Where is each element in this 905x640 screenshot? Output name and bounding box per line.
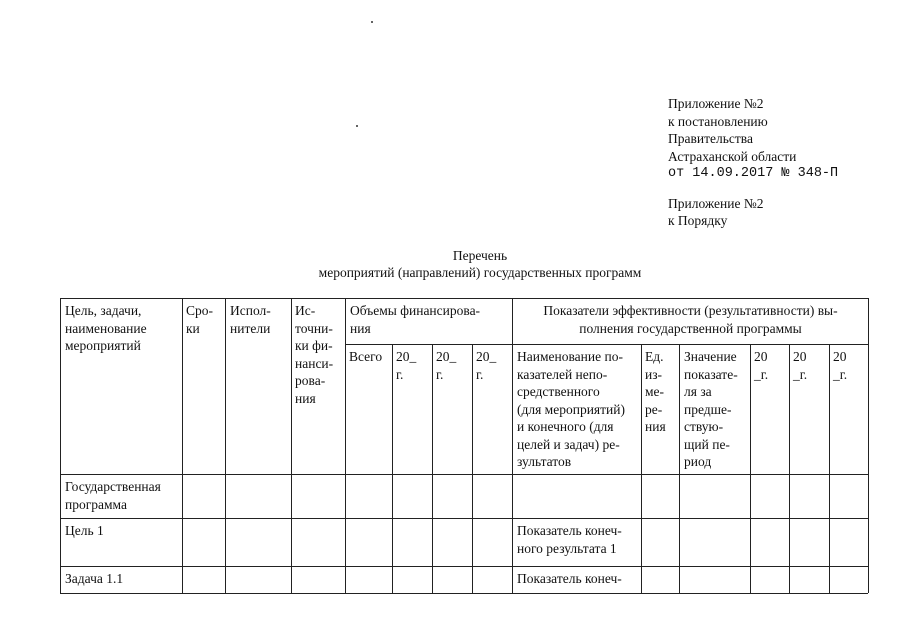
table-cell bbox=[473, 519, 513, 567]
annex-decree-line: от 14.09.2017 № 348-П bbox=[668, 166, 839, 181]
header-terms: Сро- ки bbox=[183, 299, 226, 475]
table-cell bbox=[346, 567, 393, 593]
table-row bbox=[61, 475, 869, 519]
table-cell bbox=[393, 475, 433, 519]
table-cell bbox=[292, 475, 346, 519]
header-prev-value: Значение показате- ля за предше- ствую- щий пе- риод bbox=[680, 345, 751, 475]
table-cell bbox=[226, 475, 292, 519]
document-title bbox=[0, 247, 905, 281]
annex-line-3: Правительства bbox=[668, 131, 753, 146]
header-executors: Испол- нители bbox=[226, 299, 292, 475]
header-year-3: 20_ г. bbox=[473, 345, 513, 475]
table-cell bbox=[183, 567, 226, 593]
table-cell bbox=[830, 475, 869, 519]
table-cell bbox=[183, 475, 226, 519]
title-line-1: Перечень bbox=[452, 248, 508, 263]
row-label-program: Государственная программа bbox=[61, 475, 183, 519]
table-cell bbox=[513, 475, 642, 519]
goal-1-indicator: Показатель конеч- ного результата 1 bbox=[513, 519, 642, 567]
header-year-4: 20 _г. bbox=[751, 345, 790, 475]
scan-speck bbox=[356, 125, 358, 127]
table-cell bbox=[346, 475, 393, 519]
annex-procedure-line-2: к Порядку bbox=[668, 213, 728, 228]
table-cell bbox=[433, 475, 473, 519]
table-cell bbox=[790, 519, 830, 567]
header-year-2: 20_ г. bbox=[433, 345, 473, 475]
table-row bbox=[61, 519, 869, 567]
annex-gap bbox=[668, 183, 838, 195]
header-indicator-name: Наименование по- казателей непо- средственного (для мероприятий) и конечного (для целей и задач) ре- зультатов bbox=[513, 345, 642, 475]
table-cell bbox=[473, 475, 513, 519]
table-cell bbox=[642, 567, 680, 593]
annex-line-1: Приложение №2 bbox=[668, 96, 764, 111]
title-line-2: мероприятий (направлений) государственных программ bbox=[318, 265, 642, 280]
header-year-6: 20 _г. bbox=[830, 345, 869, 475]
table-cell bbox=[751, 567, 790, 593]
table-cell bbox=[433, 519, 473, 567]
table-cell bbox=[393, 519, 433, 567]
table-cell bbox=[680, 475, 751, 519]
table-cell bbox=[642, 519, 680, 567]
measures-table bbox=[60, 298, 869, 593]
header-year-1: 20_ г. bbox=[393, 345, 433, 475]
annex-procedure-line-1: Приложение №2 bbox=[668, 195, 764, 211]
annex-line-2: к постановлению bbox=[668, 113, 768, 129]
header-year-5: 20 _г. bbox=[790, 345, 830, 475]
task-1-1-indicator: Показатель конеч- bbox=[513, 567, 642, 593]
table-row bbox=[61, 567, 869, 593]
table-cell bbox=[226, 519, 292, 567]
annex-block bbox=[668, 95, 838, 230]
table-cell bbox=[680, 567, 751, 593]
header-total: Всего bbox=[346, 345, 393, 475]
row-label-goal-1: Цель 1 bbox=[61, 519, 183, 567]
table-cell bbox=[346, 519, 393, 567]
header-funding: Объемы финансирова- ния bbox=[346, 299, 513, 345]
table-cell bbox=[790, 475, 830, 519]
table-cell bbox=[830, 567, 869, 593]
table-cell bbox=[680, 519, 751, 567]
table-cell bbox=[292, 567, 346, 593]
row-label-task-1-1: Задача 1.1 bbox=[61, 567, 183, 593]
scan-speck bbox=[371, 21, 373, 23]
table-cell bbox=[473, 567, 513, 593]
header-sources: Ис- точни- ки фи- нанси- рова- ния bbox=[292, 299, 346, 475]
table-cell bbox=[790, 567, 830, 593]
page-bottom-rule bbox=[60, 593, 868, 594]
table-cell bbox=[751, 519, 790, 567]
table-cell bbox=[751, 475, 790, 519]
table-cell bbox=[830, 519, 869, 567]
table-cell bbox=[642, 475, 680, 519]
table-cell bbox=[183, 519, 226, 567]
header-goal: Цель, задачи, наименование мероприятий bbox=[61, 299, 183, 475]
annex-line-4: Астраханской области bbox=[668, 148, 797, 164]
header-unit: Ед. из- ме- ре- ния bbox=[642, 345, 680, 475]
table-cell bbox=[292, 519, 346, 567]
header-indicators: Показатели эффективности (результативности) вы- полнения государственной программы bbox=[513, 299, 869, 345]
table-cell bbox=[226, 567, 292, 593]
table-cell bbox=[393, 567, 433, 593]
table-cell bbox=[433, 567, 473, 593]
header-row-1 bbox=[61, 299, 869, 345]
